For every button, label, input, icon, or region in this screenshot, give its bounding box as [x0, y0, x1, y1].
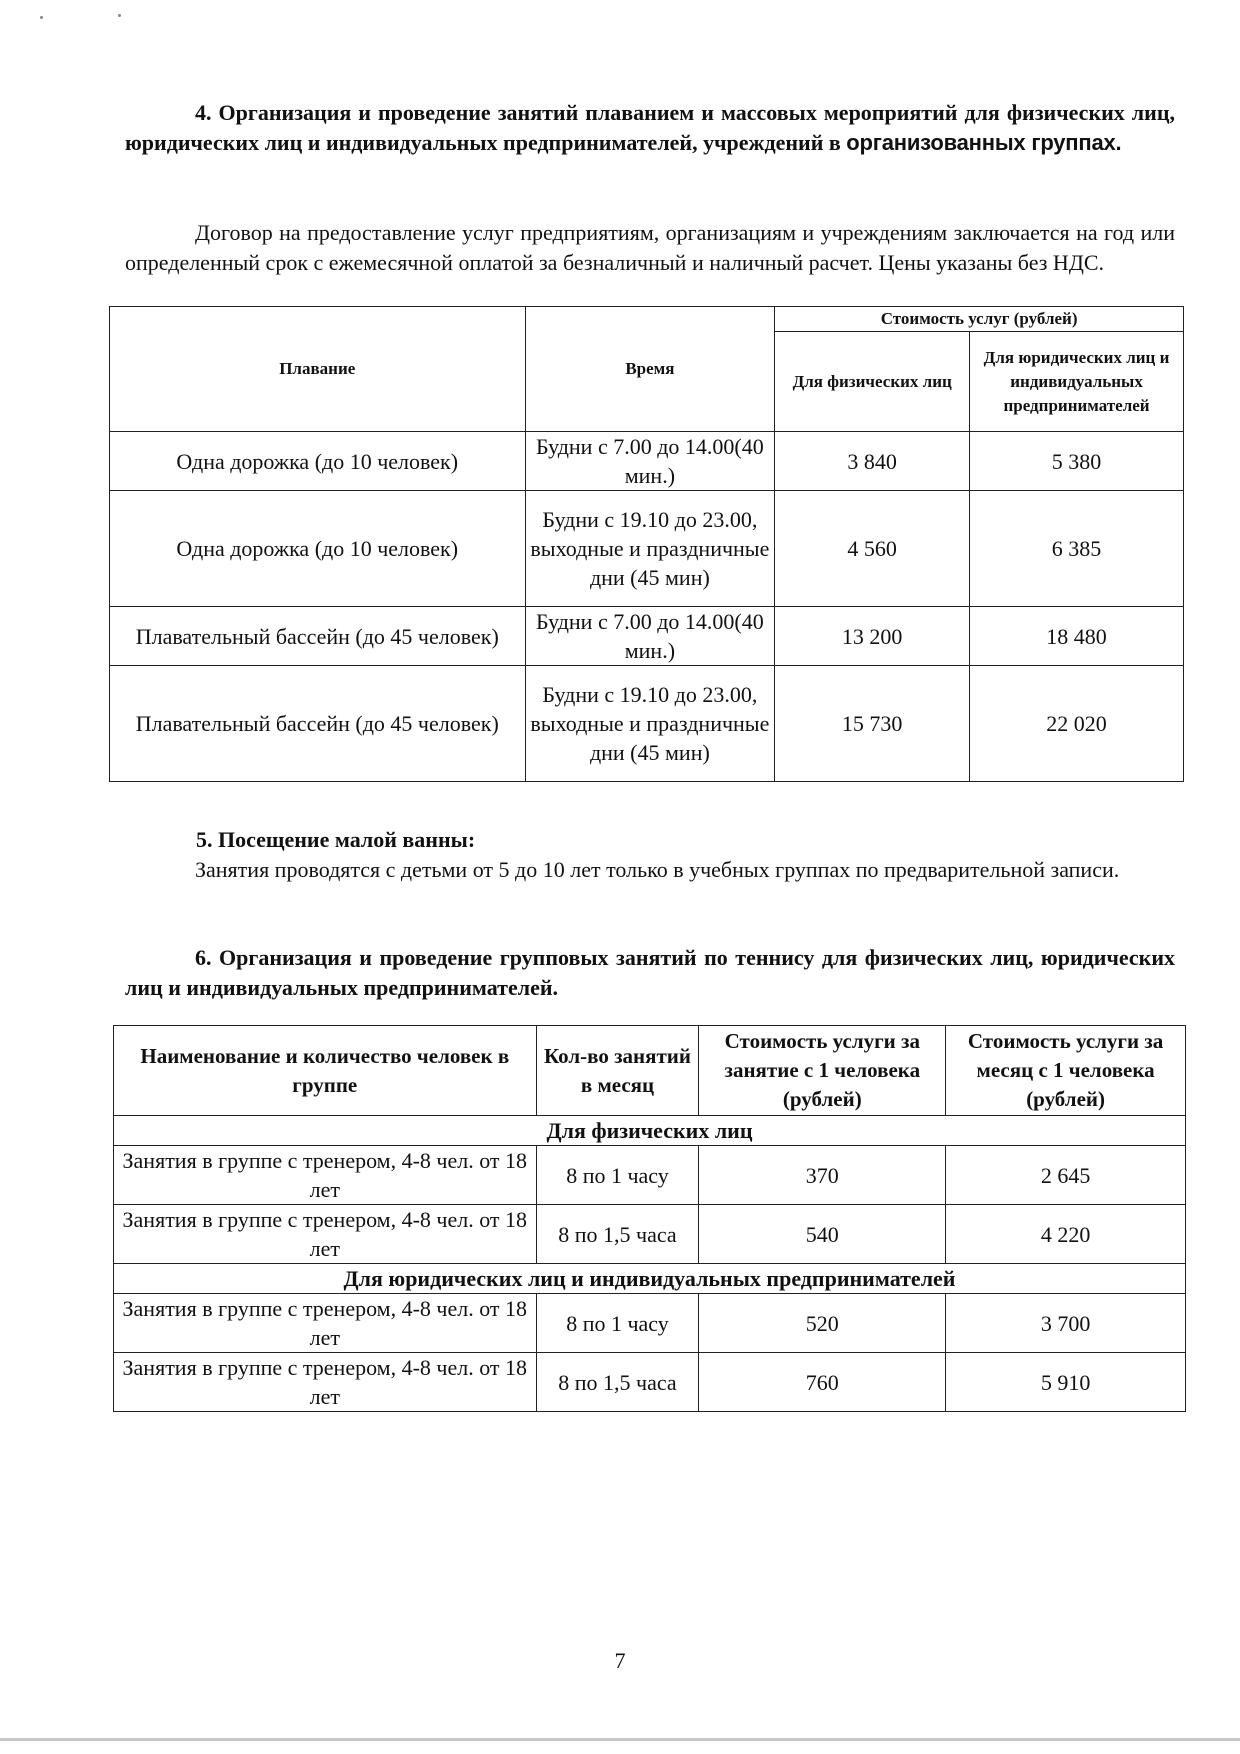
table-row: [110, 432, 1184, 491]
header-time: Время: [525, 307, 775, 432]
cell-per-lesson: 370: [699, 1146, 946, 1205]
cell-name: Плавательный бассейн (до 45 человек): [110, 607, 526, 666]
cell-legal: 5 380: [970, 432, 1184, 491]
table-subheader-row: [114, 1116, 1186, 1146]
cell-time: Будни с 19.10 до 23.00, выходные и праздничные дни (45 мин): [525, 491, 775, 607]
cell-per-lesson: 520: [699, 1294, 946, 1353]
header-legal: Для юридических лиц и индивидуальных предпринимателей: [970, 332, 1184, 432]
cell-name: Занятия в группе с тренером, 4-8 чел. от 18 лет: [114, 1353, 537, 1412]
group-physical-title: Для физических лиц: [114, 1116, 1186, 1146]
section-4-heading-tail: организованных группах.: [846, 130, 1122, 155]
cell-count: 8 по 1,5 часа: [536, 1353, 699, 1412]
section-5-heading: 5. Посещение малой ванны:: [196, 827, 476, 852]
cell-name: Плавательный бассейн (до 45 человек): [110, 666, 526, 782]
section-4-paragraph: Договор на предоставление услуг предприятиям, организациям и учреждениям заключается на год или определенный срок с ежемесячной оплатой за безналичный и наличный расчет. Цены указаны без НДС.: [125, 220, 1175, 275]
header-cost-group: Стоимость услуг (рублей): [775, 307, 1184, 332]
header-physical: Для физических лиц: [775, 332, 970, 432]
cell-legal: 6 385: [970, 491, 1184, 607]
header-swimming: Плавание: [110, 307, 526, 432]
cell-name: Занятия в группе с тренером, 4-8 чел. от 18 лет: [114, 1294, 537, 1353]
cell-count: 8 по 1,5 часа: [536, 1205, 699, 1264]
cell-physical: 3 840: [775, 432, 970, 491]
swimming-price-table: [109, 306, 1184, 782]
table-row: [114, 1205, 1186, 1264]
header-per-month: Стоимость услуги за месяц с 1 человека (рублей): [946, 1026, 1186, 1116]
table-row: [110, 666, 1184, 782]
cell-per-month: 4 220: [946, 1205, 1186, 1264]
cell-time: Будни с 7.00 до 14.00(40 мин.): [525, 607, 775, 666]
tennis-price-table: [113, 1025, 1186, 1412]
scan-speck: [40, 16, 43, 19]
scan-speck: [118, 14, 121, 17]
cell-per-month: 3 700: [946, 1294, 1186, 1353]
cell-count: 8 по 1 часу: [536, 1146, 699, 1205]
cell-per-month: 2 645: [946, 1146, 1186, 1205]
cell-count: 8 по 1 часу: [536, 1294, 699, 1353]
header-per-lesson: Стоимость услуги за занятие с 1 человека (рублей): [699, 1026, 946, 1116]
scan-edge-line: [0, 1738, 1240, 1741]
cell-name: Занятия в группе с тренером, 4-8 чел. от 18 лет: [114, 1146, 537, 1205]
table-row: [110, 607, 1184, 666]
page-number: 7: [614, 1648, 626, 1673]
table-row: [114, 1353, 1186, 1412]
cell-per-lesson: 760: [699, 1353, 946, 1412]
cell-legal: 18 480: [970, 607, 1184, 666]
table-row: [110, 491, 1184, 607]
cell-time: Будни с 7.00 до 14.00(40 мин.): [525, 432, 775, 491]
section-4-heading: [125, 98, 1175, 158]
cell-name: Одна дорожка (до 10 человек): [110, 432, 526, 491]
header-count: Кол-во занятий в месяц: [536, 1026, 699, 1116]
cell-legal: 22 020: [970, 666, 1184, 782]
cell-name: Одна дорожка (до 10 человек): [110, 491, 526, 607]
cell-per-lesson: 540: [699, 1205, 946, 1264]
section-4-heading-main: 4. Организация и проведение занятий плаванием и массовых мероприятий для физических лиц, юридических лиц и индивидуальных предпринимателей, учреждений в: [125, 100, 1175, 155]
cell-physical: 13 200: [775, 607, 970, 666]
section-5-paragraph: Занятия проводятся с детьми от 5 до 10 лет только в учебных группах по предварительной записи.: [195, 857, 1120, 882]
cell-name: Занятия в группе с тренером, 4-8 чел. от 18 лет: [114, 1205, 537, 1264]
table-row: [114, 1294, 1186, 1353]
cell-time: Будни с 19.10 до 23.00, выходные и праздничные дни (45 мин): [525, 666, 775, 782]
cell-physical: 4 560: [775, 491, 970, 607]
cell-per-month: 5 910: [946, 1353, 1186, 1412]
table-row: [114, 1146, 1186, 1205]
table-subheader-row: [114, 1264, 1186, 1294]
group-legal-title: Для юридических лиц и индивидуальных предпринимателей: [114, 1264, 1186, 1294]
section-6-heading: 6. Организация и проведение групповых занятий по теннису для физических лиц, юридических лиц и индивидуальных предпринимателей.: [125, 945, 1175, 1000]
cell-physical: 15 730: [775, 666, 970, 782]
header-name: Наименование и количество человек в группе: [114, 1026, 537, 1116]
